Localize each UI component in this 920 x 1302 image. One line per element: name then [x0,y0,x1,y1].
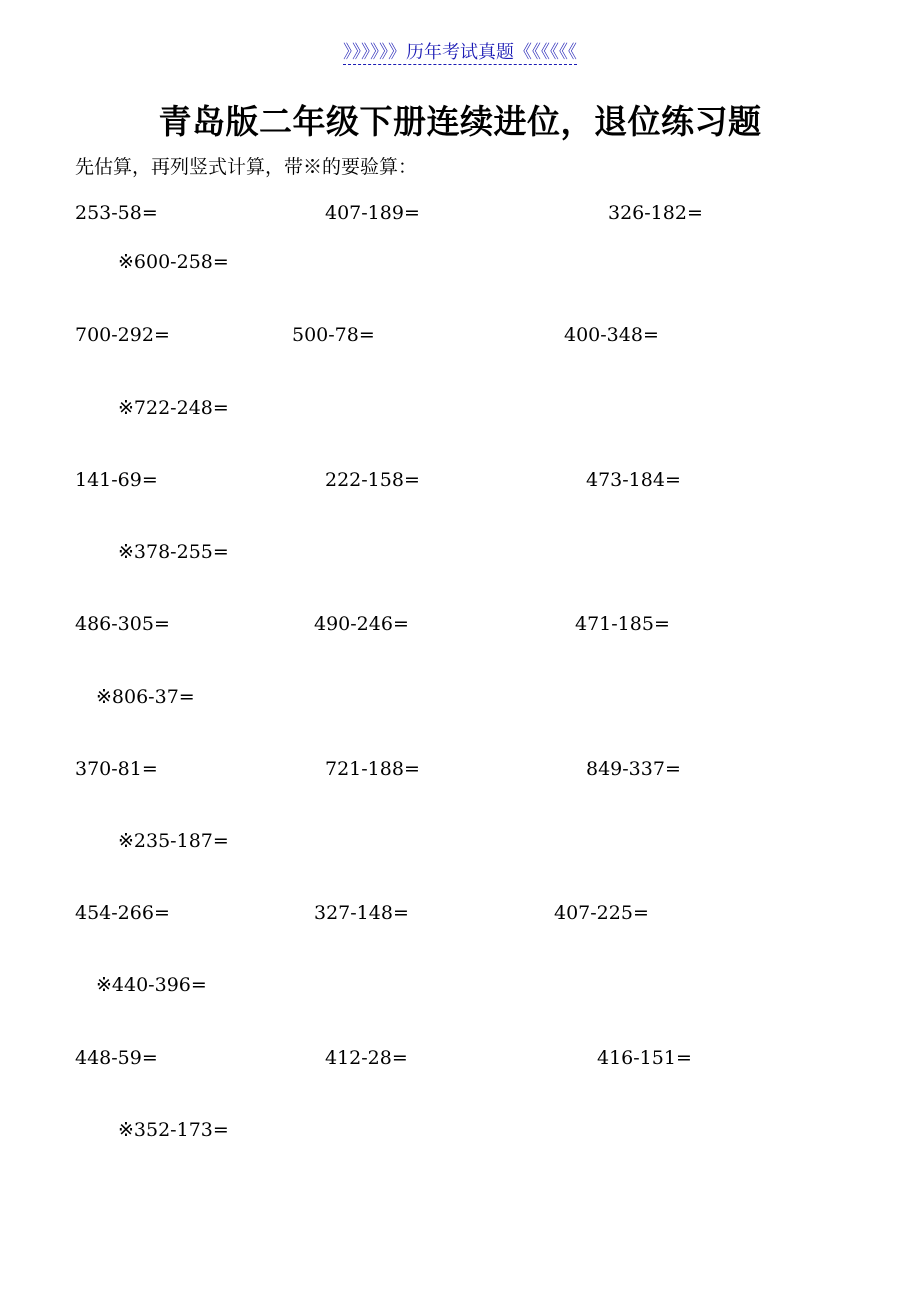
problem: 700-292= [75,324,170,346]
verify-problem: ※352-173= [118,1119,229,1141]
problem: 500-78= [292,324,375,346]
problem: 141-69= [75,469,158,491]
problem: 473-184= [586,469,681,491]
problem: 407-225= [554,902,649,924]
problem: 412-28= [325,1047,408,1069]
verify-problem: ※600-258= [118,251,229,273]
header-link-text[interactable]: 》》》》》》历年考试真题《《《《《《 [343,42,577,63]
page-title: 青岛版二年级下册连续进位，退位练习题 [158,102,762,141]
problem: 721-188= [325,758,420,780]
header-link[interactable] [0,38,920,64]
problem: 471-185= [575,613,670,635]
problem: 849-337= [586,758,681,780]
problem: 253-58= [75,202,158,224]
problem: 486-305= [75,613,170,635]
problem: 490-246= [314,613,409,635]
problem: 222-158= [325,469,420,491]
problem: 454-266= [75,902,170,924]
verify-problem: ※378-255= [118,541,229,563]
problem: 448-59= [75,1047,158,1069]
verify-problem: ※722-248= [118,397,229,419]
problem: 407-189= [325,202,420,224]
problem: 327-148= [314,902,409,924]
verify-problem: ※440-396= [96,974,207,996]
problem: 416-151= [597,1047,692,1069]
problem: 326-182= [608,202,703,224]
verify-problem: ※806-37= [96,686,195,708]
problem: 370-81= [75,758,158,780]
problem: 400-348= [564,324,659,346]
verify-problem: ※235-187= [118,830,229,852]
instructions: 先估算，再列竖式计算，带※的要验算： [75,156,418,178]
